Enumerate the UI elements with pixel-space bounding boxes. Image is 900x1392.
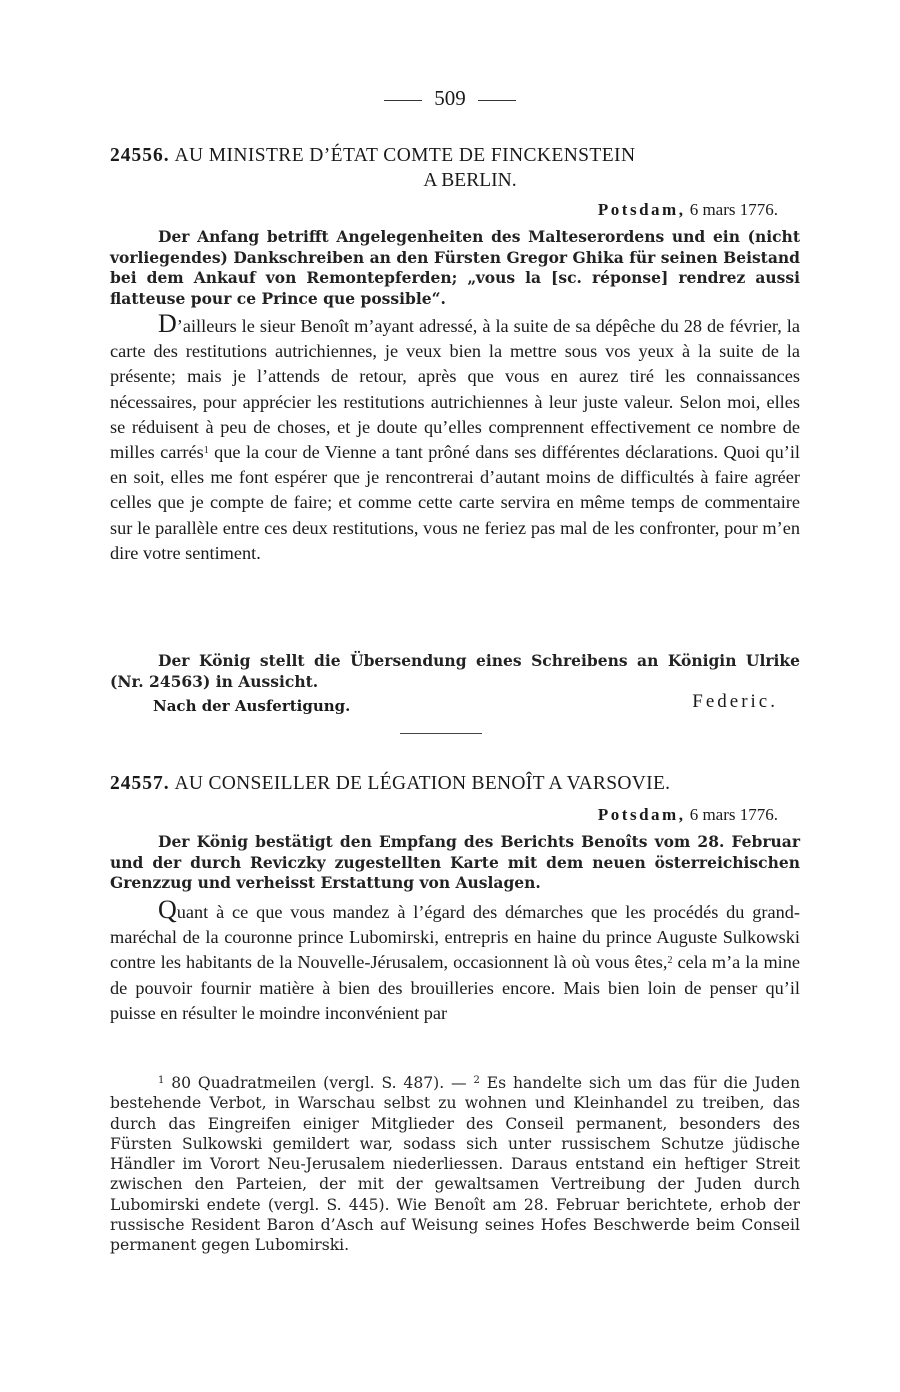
letter1-summary: Der Anfang betrifft Angelegenheiten des Malteserordens und ein (nicht vorliegendes) Dankschreiben an den Fürsten Gregor Ghika für seinen Beistand bei dem Ankauf von Remontepferden; „vous la [sc. réponse] rendrez aussi flatteuse pour ce Prince que possible“. xyxy=(110,227,800,308)
footnote-2-mark: 2 xyxy=(473,1075,480,1086)
letter2-body-part-b: cela m’a la mine de pouvoir fournir matière à bien des brouilleries encore. Mais bien loin de penser qu’il puisse en résulter le moindre inconvénient par xyxy=(110,952,800,1023)
page-number-dash-right xyxy=(478,100,516,101)
letter2-date: 6 mars 1776. xyxy=(689,805,778,824)
letter1-heading-text: AU MINISTRE D’ÉTAT COMTE DE FINCKENSTEIN xyxy=(174,145,636,166)
page-number: 509 xyxy=(434,86,466,110)
footnote-1-text: 80 Quadratmeilen (vergl. S. 487). — xyxy=(164,1074,474,1092)
letter1-date: 6 mars 1776. xyxy=(689,200,778,219)
footnotes xyxy=(110,1073,800,1256)
letter2-summary: Der König bestätigt den Empfang des Berichts Benoîts vom 28. Februar und der durch Reviczky zugestellten Karte mit dem neuen österreichischen Grenzzug und verheisst Erstattung von Auslagen. xyxy=(110,832,800,892)
letter2-body xyxy=(110,895,800,1026)
letter1-body xyxy=(110,309,801,566)
letter1-date-place: Potsdam, xyxy=(597,200,686,219)
letter2-body-part-a: uant à ce que vous mandez à l’égard des démarches que les procédés du grand-maréchal de la couronne prince Lubomirski, entrepris en haine du prince Auguste Sulkowski contre les habitants de la Nouvelle-Jérusalem, occasionnent là où vous êtes, xyxy=(110,902,800,973)
letter1-heading-line1 xyxy=(110,143,800,168)
footnote-2-text: Es handelte sich um das für die Juden bestehende Verbot, in Warschau selbst zu wohnen und Kleinhandel zu treiben, das durch das Eingreifen einiger Mitglieder des Conseil permanent, besonders des Fürsten Sulkowski gemildert war, sodass sich unter russischem Schutze jüdische Händler im Vorort Neu-Jerusalem niederliessen. Daraus entstand ein heftiger Streit zwischen den Parteien, der mit der gewaltsamen Vertreibung der Juden durch Lubomirski endete (vergl. S. 445). Wie Benoît am 28. Februar berichtete, erhob der russische Resident Baron d’Asch auf Weisung seines Hofes Beschwerde beim Conseil permanent gegen Lubomirski. xyxy=(110,1074,800,1255)
letter1-body-part-a: ’ailleurs le sieur Benoît m’ayant adressé, à la suite de sa dépêche du 28 de février, la carte des restitutions autrichiennes, je veux bien la mettre sous vos yeux à la suite de la présente; mais je l’attends de retour, après que vous en aurez tiré les connaissances nécessaires, pour apprécier les restitutions autrichiennes à leur juste valeur. Selon moi, elles se réduisent à peu de choses, et je doute qu’elles comprennent effectivement ce nombre de milles carrés xyxy=(110,316,800,463)
letter1-dateline xyxy=(598,200,778,220)
letter-separator xyxy=(400,733,482,734)
letter2-date-place: Potsdam, xyxy=(597,805,686,824)
letter2-initial: Q xyxy=(158,895,177,924)
page-number-line xyxy=(0,86,900,111)
letter1-initial: D xyxy=(158,309,177,338)
letter1-body-part-b: que la cour de Vienne a tant prôné dans ses différentes déclarations. Quoi qu’il en soit, elles me font espérer que je rencontrerai d’autant moins de difficultés à faire agréer celles que je compte de faire; et comme cette carte servira en même temps de commentaire sur le parallèle entre ces deux restitutions, vous ne feriez pas mal de les confronter, pour m’en dire votre sentiment. xyxy=(110,442,801,563)
letter1-signature: Federic. xyxy=(692,691,778,712)
letter2-heading-text: AU CONSEILLER DE LÉGATION BENOÎT A VARSOVIE. xyxy=(174,773,671,794)
page-number-dash-left xyxy=(384,100,422,101)
footnote-1-mark: 1 xyxy=(158,1075,165,1086)
letter1-note: Der König stellt die Übersendung eines Schreibens an Königin Ulrike (Nr. 24563) in Aussicht. xyxy=(110,651,800,691)
letter2-number: 24557. xyxy=(110,773,170,794)
letter1-source: Nach der Ausfertigung. xyxy=(153,697,351,715)
letter1-number: 24556. xyxy=(110,145,170,166)
footnote-ref-2: 2 xyxy=(667,955,673,967)
letter2-heading xyxy=(110,771,800,796)
letter2-dateline xyxy=(598,805,778,825)
letter1-heading-line2: A BERLIN. xyxy=(423,170,517,191)
footnote-ref-1: 1 xyxy=(203,445,209,457)
